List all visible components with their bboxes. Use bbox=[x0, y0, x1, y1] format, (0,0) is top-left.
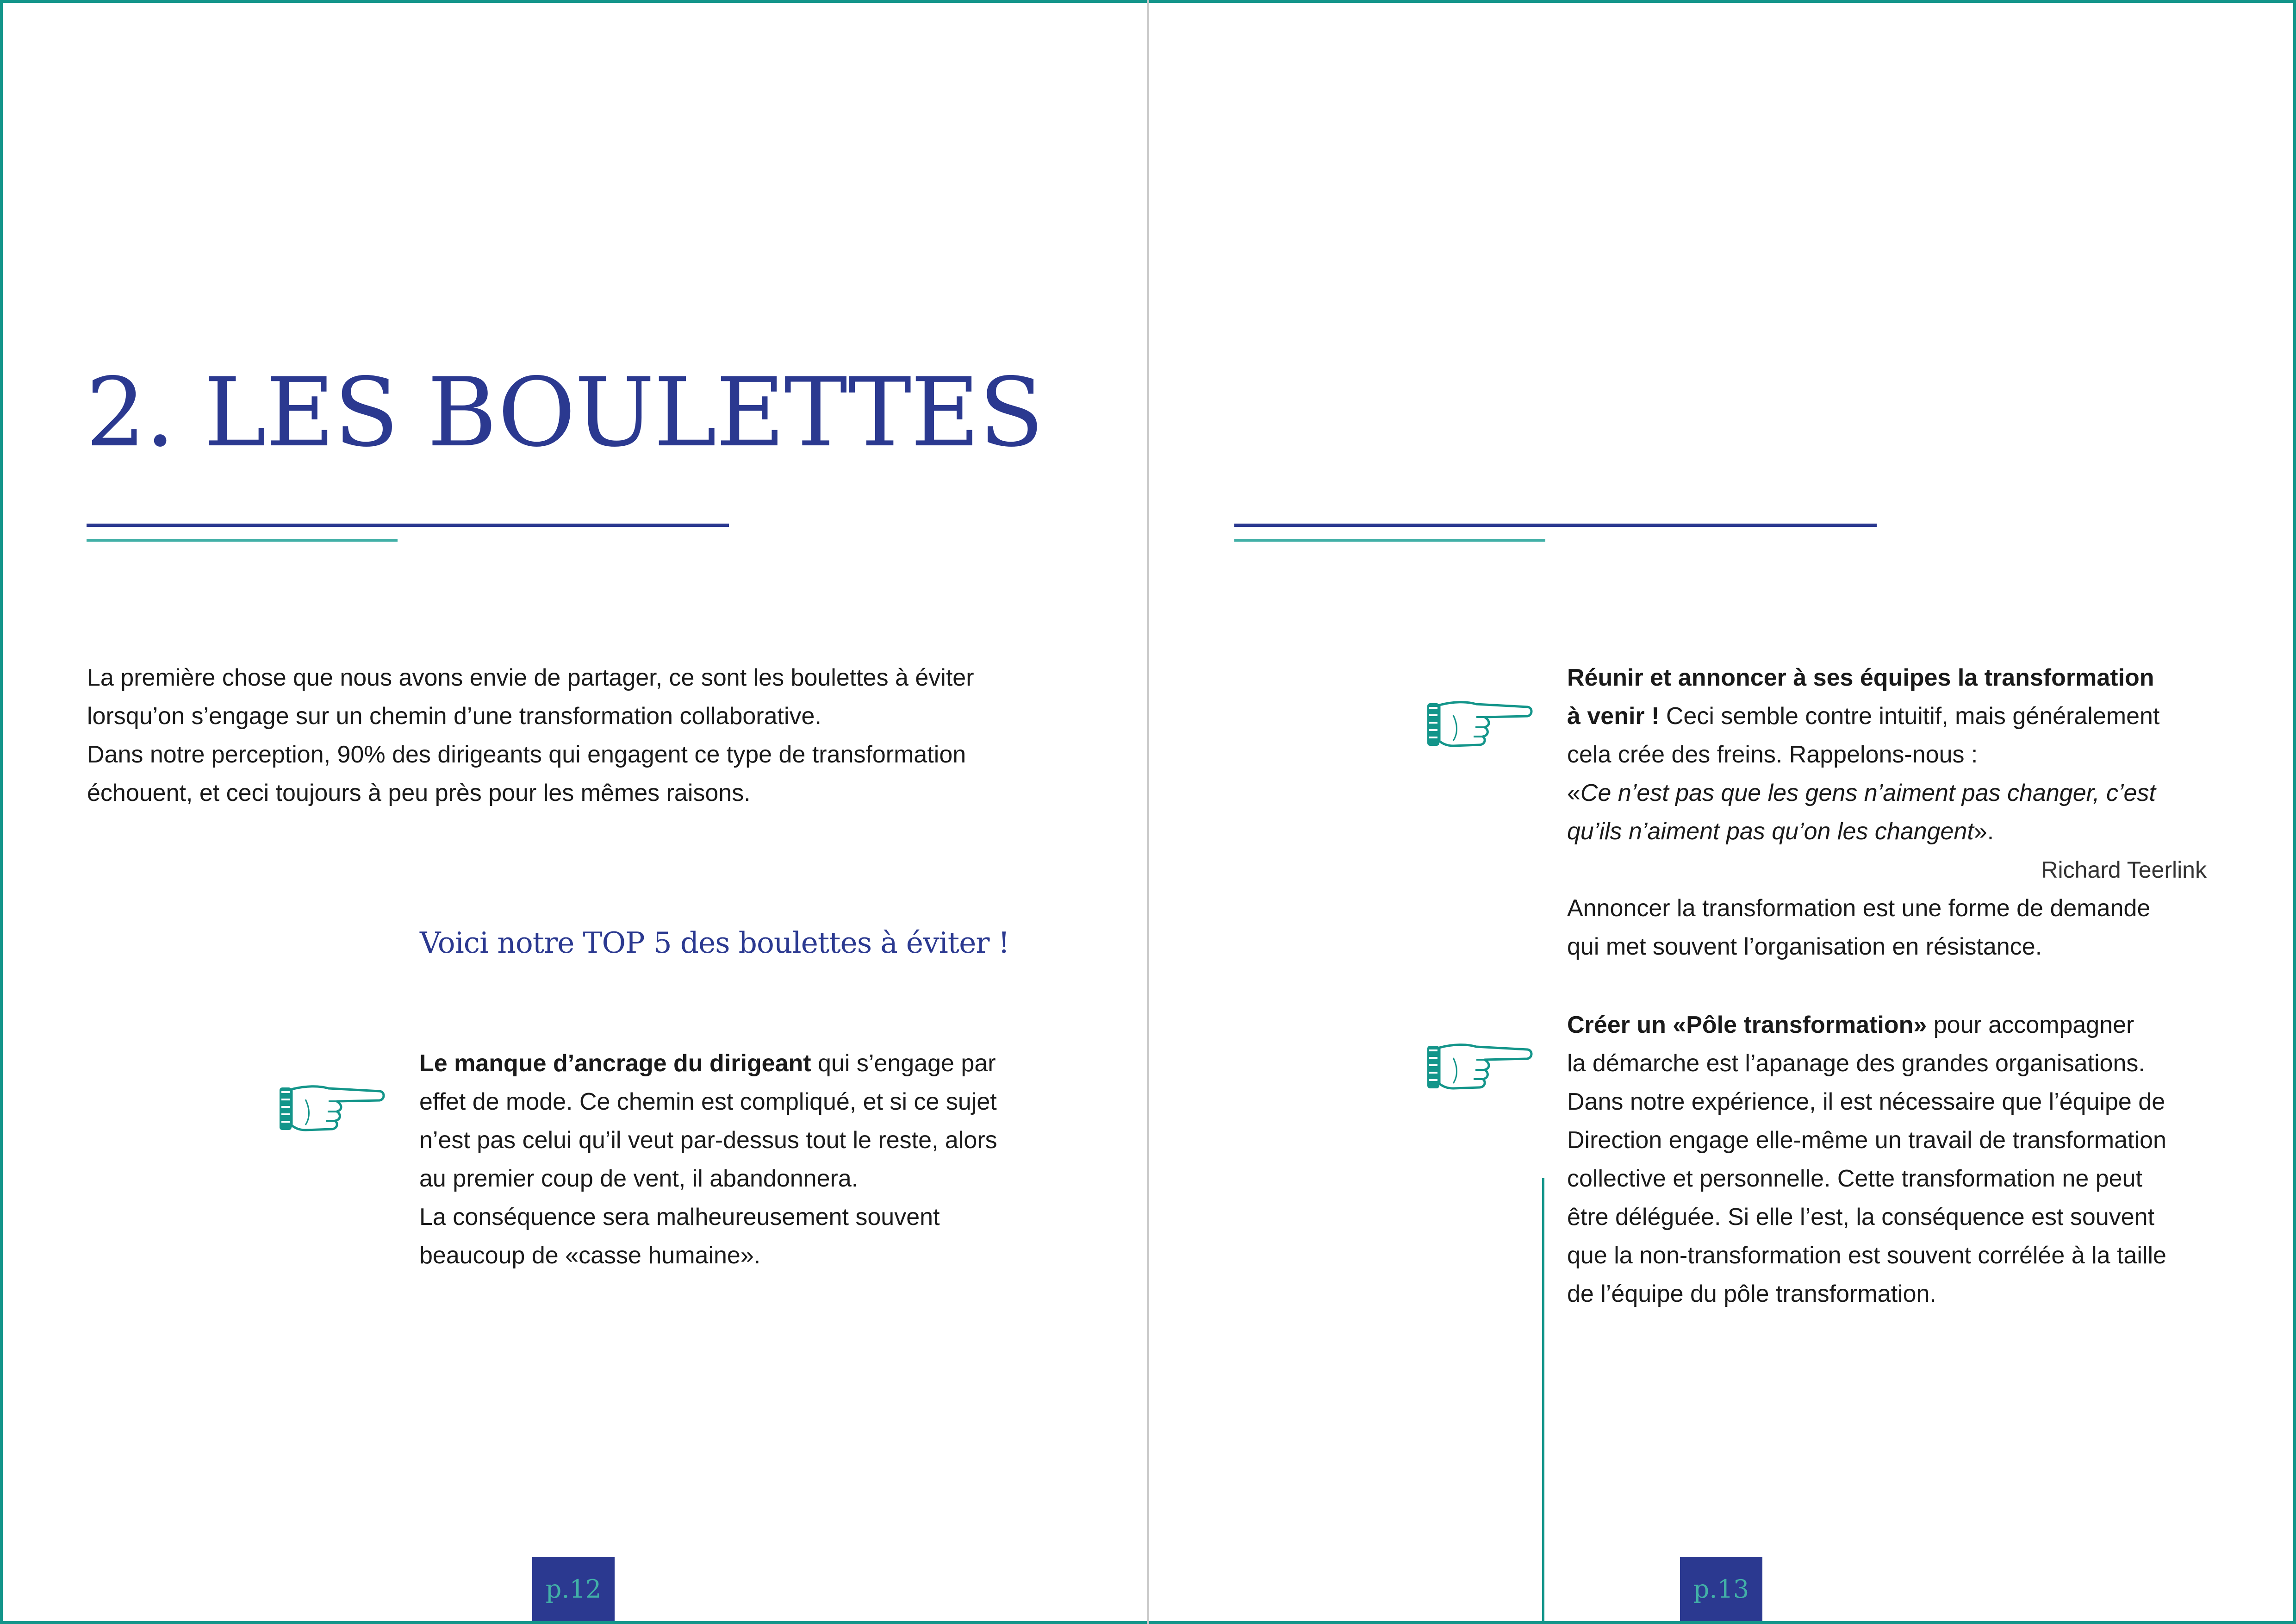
intro-line: lorsqu’on s’engage sur un chemin d’une transformation collaborative. bbox=[87, 703, 821, 730]
item-bold: Réunir et annoncer à ses équipes la transformation bbox=[1567, 664, 2154, 691]
spread-divider bbox=[1147, 0, 1149, 1624]
boulette-item-2 bbox=[1567, 659, 2238, 851]
title-rule bbox=[87, 524, 729, 527]
item-text: Ceci semble contre intuitif, mais généralement bbox=[1659, 703, 2160, 730]
intro-line: Dans notre perception, 90% des dirigeants qui engagent ce type de transformation bbox=[87, 741, 966, 768]
item-text: la démarche est l’apanage des grandes organisations. bbox=[1567, 1050, 2145, 1077]
decorative-vertical-line bbox=[1542, 1178, 1544, 1624]
item-text: n’est pas celui qu’il veut par-dessus tout le reste, alors bbox=[419, 1127, 997, 1154]
quote-text: qu’ils n’aiment pas qu’on les changent bbox=[1567, 818, 1974, 845]
item-text: au premier coup de vent, il abandonnera. bbox=[419, 1165, 859, 1192]
item-text: Annoncer la transformation est une forme de demande bbox=[1567, 895, 2151, 922]
item-text: que la non-transformation est souvent corrélée à la taille bbox=[1567, 1242, 2166, 1269]
item-text: effet de mode. Ce chemin est compliqué, et si ce sujet bbox=[419, 1088, 997, 1115]
item-text: pour accompagner bbox=[1927, 1012, 2134, 1038]
item-text: Dans notre expérience, il est nécessaire que l’équipe de bbox=[1567, 1088, 2165, 1115]
boulette-item-2-cont bbox=[1567, 889, 2238, 966]
item-bold: à venir ! bbox=[1567, 703, 1660, 730]
quote-mark: « bbox=[1567, 780, 1580, 806]
item-text: qui met souvent l’organisation en résistance. bbox=[1567, 933, 2042, 960]
item-text: qui s’engage par bbox=[811, 1050, 996, 1077]
item-text: être déléguée. Si elle l’est, la conséquence est souvent bbox=[1567, 1204, 2155, 1230]
quote-text: Ce n’est pas que les gens n’aiment pas changer, c’est bbox=[1580, 780, 2156, 806]
item-bold: Créer un «Pôle transformation» bbox=[1567, 1012, 1927, 1038]
boulette-item-3 bbox=[1567, 1006, 2238, 1313]
top5-subheading: Voici notre TOP 5 des boulettes à éviter ! bbox=[420, 926, 1009, 960]
pointing-hand-icon bbox=[278, 1081, 386, 1137]
item-text: La conséquence sera malheureusement souvent bbox=[419, 1204, 940, 1230]
item-text: Direction engage elle-même un travail de transformation bbox=[1567, 1127, 2166, 1154]
intro-paragraph bbox=[87, 659, 1105, 812]
boulette-item-1 bbox=[419, 1044, 1090, 1275]
item-text: collective et personnelle. Cette transformation ne peut bbox=[1567, 1165, 2142, 1192]
pointing-hand-icon bbox=[1425, 1039, 1534, 1095]
header-accent-rule bbox=[1234, 539, 1545, 542]
item-text: cela crée des freins. Rappelons-nous : bbox=[1567, 741, 1978, 768]
item-bold: Le manque d’ancrage du dirigeant bbox=[419, 1050, 811, 1077]
item-text: beaucoup de «casse humaine». bbox=[419, 1242, 761, 1269]
pointing-hand-icon bbox=[1425, 697, 1534, 752]
intro-line: La première chose que nous avons envie de partager, ce sont les boulettes à éviter bbox=[87, 664, 974, 691]
item-text: de l’équipe du pôle transformation. bbox=[1567, 1280, 1936, 1307]
page-number-badge: p.12 bbox=[532, 1557, 615, 1621]
page-number-badge: p.13 bbox=[1680, 1557, 1762, 1621]
header-rule bbox=[1234, 524, 1877, 527]
intro-line: échouent, et ceci toujours à peu près pour les mêmes raisons. bbox=[87, 780, 751, 806]
title-accent-rule bbox=[87, 539, 398, 542]
page-title: 2. LES BOULETTES bbox=[86, 358, 1043, 468]
quote-mark: ». bbox=[1973, 818, 1994, 845]
quote-attribution: Richard Teerlink bbox=[2041, 857, 2207, 883]
